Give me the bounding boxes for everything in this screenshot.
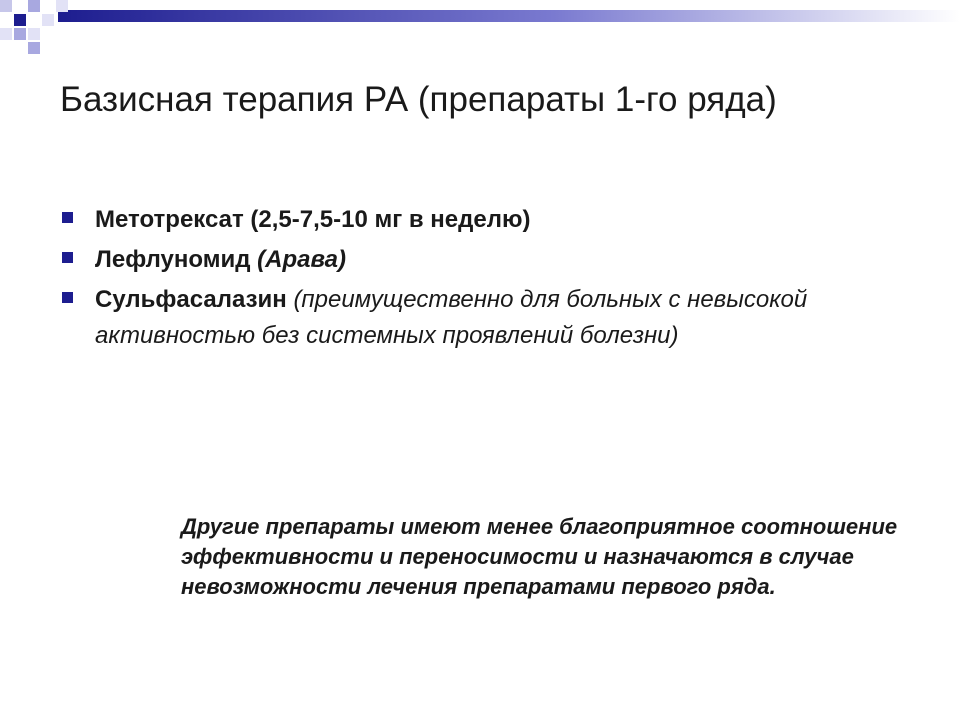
decoration-bar bbox=[58, 10, 960, 22]
decoration-square bbox=[42, 14, 54, 26]
drug-name: Метотрексат (2,5-7,5-10 мг в неделю) bbox=[95, 206, 531, 233]
square-bullet-icon bbox=[62, 212, 73, 223]
slide-title: Базисная терапия РА (препараты 1-го ряда) bbox=[60, 80, 777, 119]
decoration-square bbox=[0, 0, 12, 12]
square-bullet-icon bbox=[62, 252, 73, 263]
list-item bbox=[62, 202, 922, 238]
header-decoration bbox=[0, 0, 960, 60]
square-bullet-icon bbox=[62, 292, 73, 303]
footnote-text: Другие препараты имеют менее благоприятное соотношение эффективности и переносимости и назначаются в случае невозможности лечения препаратами первого ряда. bbox=[181, 514, 898, 599]
decoration-square bbox=[28, 28, 40, 40]
decoration-square bbox=[28, 0, 40, 12]
drug-note: (Арава) bbox=[257, 246, 346, 273]
drug-note: (преимущественно для больных с невысокой активностью без системных проявлений болезни) bbox=[95, 286, 808, 349]
decoration-square bbox=[14, 28, 26, 40]
decoration-square bbox=[0, 28, 12, 40]
drug-name: Сульфасалазин bbox=[95, 286, 294, 313]
decoration-square bbox=[14, 14, 26, 26]
list-item bbox=[62, 282, 922, 354]
bullet-list bbox=[62, 202, 922, 358]
drug-name: Лефлуномид bbox=[95, 246, 258, 273]
decoration-square bbox=[28, 42, 40, 54]
list-item bbox=[62, 242, 922, 278]
decoration-square bbox=[42, 0, 54, 10]
decoration-square bbox=[56, 0, 68, 12]
